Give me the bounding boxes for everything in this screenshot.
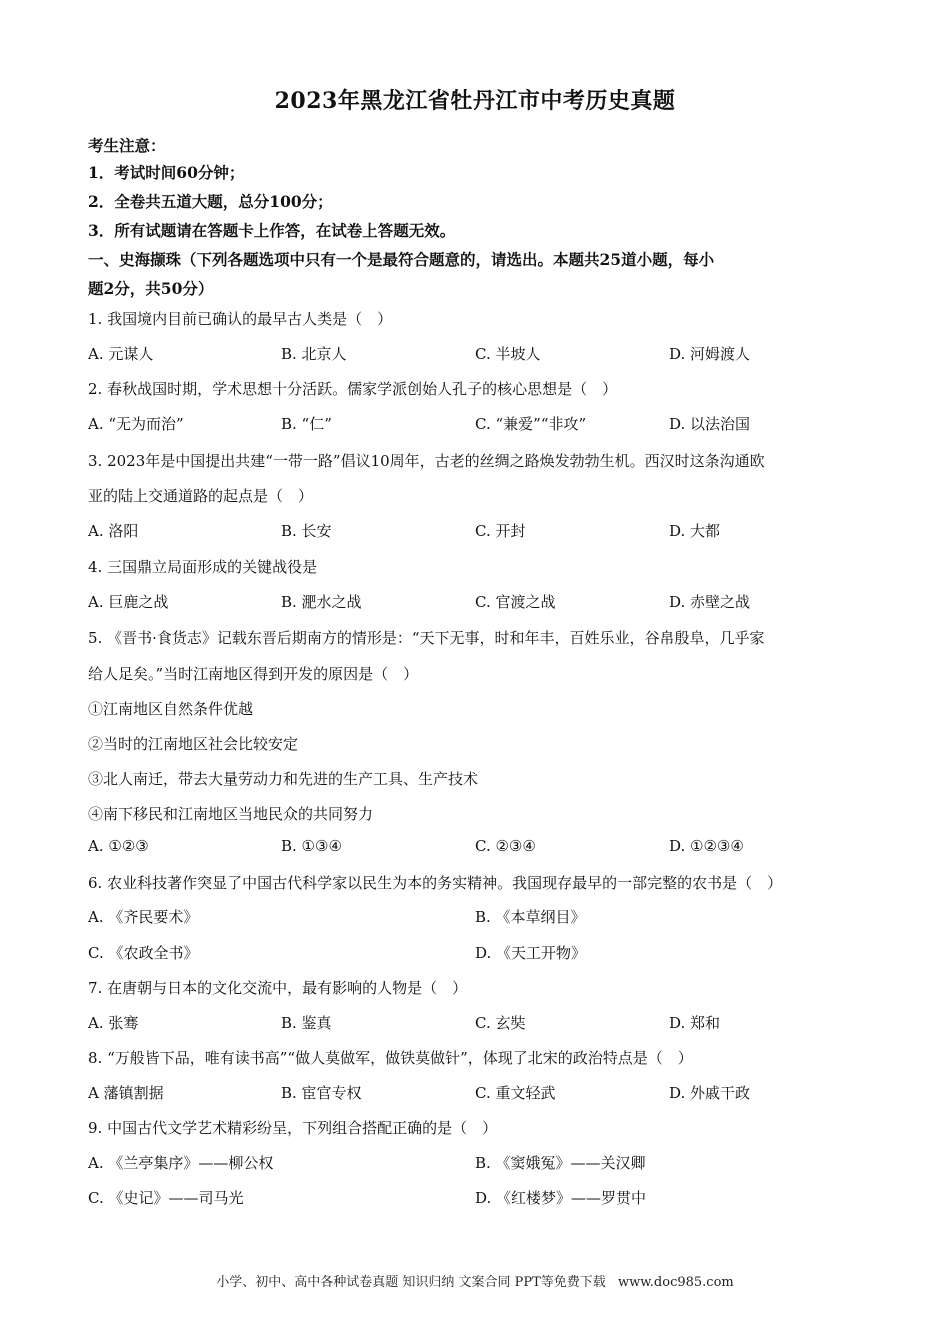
option-b: B. 鉴真 (281, 1014, 332, 1032)
option-b: B. 《本草纲目》 (475, 908, 586, 926)
footer-text: 小学、初中、高中各种试卷真题 知识归纳 文案合同 PPT等免费下载 (216, 1275, 606, 1290)
option-a: A. “无为而治” (88, 415, 184, 433)
question-stem: 5. 《晋书·食货志》记载东晋后期南方的情形是：“天下无事，时和年丰，百姓乐业，谷帛殷阜，几乎家 (88, 629, 765, 647)
question-stem-cont: 亚的陆上交通道路的起点是（ ） (88, 487, 314, 505)
notice-heading: 考生注意： (88, 136, 166, 155)
question-stem: 2. 春秋战国时期，学术思想十分活跃。儒家学派创始人孔子的核心思想是（ ） (88, 380, 618, 398)
page-footer (0, 1271, 950, 1290)
option-c: C. 重文轻武 (475, 1084, 556, 1102)
question-stem: 9. 中国古代文学艺术精彩纷呈，下列组合搭配正确的是（ ） (88, 1119, 498, 1137)
option-a: A. 张骞 (88, 1014, 139, 1032)
statement-item: ①江南地区自然条件优越 (88, 700, 254, 718)
option-b: B. ①③④ (281, 837, 342, 855)
option-d: D. ①②③④ (669, 837, 744, 855)
option-d: D. 《红楼梦》——罗贯中 (475, 1189, 647, 1207)
option-d: D. 外戚干政 (669, 1084, 751, 1102)
option-d: D. 《天工开物》 (475, 944, 587, 962)
option-d: D. 郑和 (669, 1014, 721, 1032)
question-stem-cont: 给人足矣。”当时江南地区得到开发的原因是（ ） (88, 665, 419, 683)
question-stem: 1. 我国境内目前已确认的最早古人类是（ ） (88, 310, 393, 328)
option-a: A. ①②③ (88, 837, 149, 855)
option-a: A 藩镇割据 (88, 1084, 164, 1102)
option-c: C. 开封 (475, 522, 526, 540)
option-c: C. “兼爱”“非攻” (475, 415, 587, 433)
footer-link[interactable]: www.doc985.com (617, 1275, 734, 1290)
option-b: B. “仁” (281, 415, 332, 433)
option-c: C. 官渡之战 (475, 593, 556, 611)
option-c: C. 玄奘 (475, 1014, 526, 1032)
page-title: 2023年黑龙江省牡丹江市中考历史真题 (274, 88, 676, 114)
option-c: C. 半坡人 (475, 345, 541, 363)
section-heading-cont: 题2分，共50分） (88, 279, 214, 298)
option-c: C. ②③④ (475, 837, 536, 855)
option-d: D. 大都 (669, 522, 721, 540)
option-a: A. 《齐民要术》 (88, 908, 199, 926)
question-stem: 3. 2023年是中国提出共建“一带一路”倡议10周年，古老的丝绸之路焕发勃勃生机。西汉时这条沟通欧 (88, 452, 765, 470)
notice-item: 2．全卷共五道大题，总分100分； (88, 192, 333, 211)
option-d: D. 河姆渡人 (669, 345, 751, 363)
statement-item: ②当时的江南地区社会比较安定 (88, 735, 299, 753)
option-b: B. 《窦娥冤》——关汉卿 (475, 1154, 646, 1172)
option-b: B. 北京人 (281, 345, 347, 363)
option-a: A. 巨鹿之战 (88, 593, 169, 611)
question-stem: 4. 三国鼎立局面形成的关键战役是 (88, 558, 318, 576)
option-b: B. 宦官专权 (281, 1084, 362, 1102)
question-stem: 8. “万般皆下品，唯有读书高”“做人莫做军，做铁莫做针”，体现了北宋的政治特点是（ ） (88, 1049, 693, 1067)
question-stem: 6. 农业科技著作突显了中国古代科学家以民生为本的务实精神。我国现存最早的一部完整的农书是（ ） (88, 874, 783, 892)
option-a: A. 洛阳 (88, 522, 139, 540)
option-d: D. 以法治国 (669, 415, 751, 433)
section-heading: 一、史海撷珠（下列各题选项中只有一个是最符合题意的，请选出。本题共25道小题，每小 (88, 250, 715, 269)
notice-item: 3．所有试题请在答题卡上作答，在试卷上答题无效。 (88, 221, 456, 240)
option-a: A. 《兰亭集序》——柳公权 (88, 1154, 274, 1172)
notice-item: 1．考试时间60分钟； (88, 163, 245, 182)
option-a: A. 元谋人 (88, 345, 154, 363)
option-d: D. 赤壁之战 (669, 593, 751, 611)
statement-item: ④南下移民和江南地区当地民众的共同努力 (88, 805, 374, 823)
option-b: B. 长安 (281, 522, 332, 540)
question-stem: 7. 在唐朝与日本的文化交流中，最有影响的人物是（ ） (88, 979, 468, 997)
option-b: B. 淝水之战 (281, 593, 362, 611)
option-c: C. 《史记》——司马光 (88, 1189, 244, 1207)
statement-item: ③北人南迁，带去大量劳动力和先进的生产工具、生产技术 (88, 770, 479, 788)
option-c: C. 《农政全书》 (88, 944, 199, 962)
